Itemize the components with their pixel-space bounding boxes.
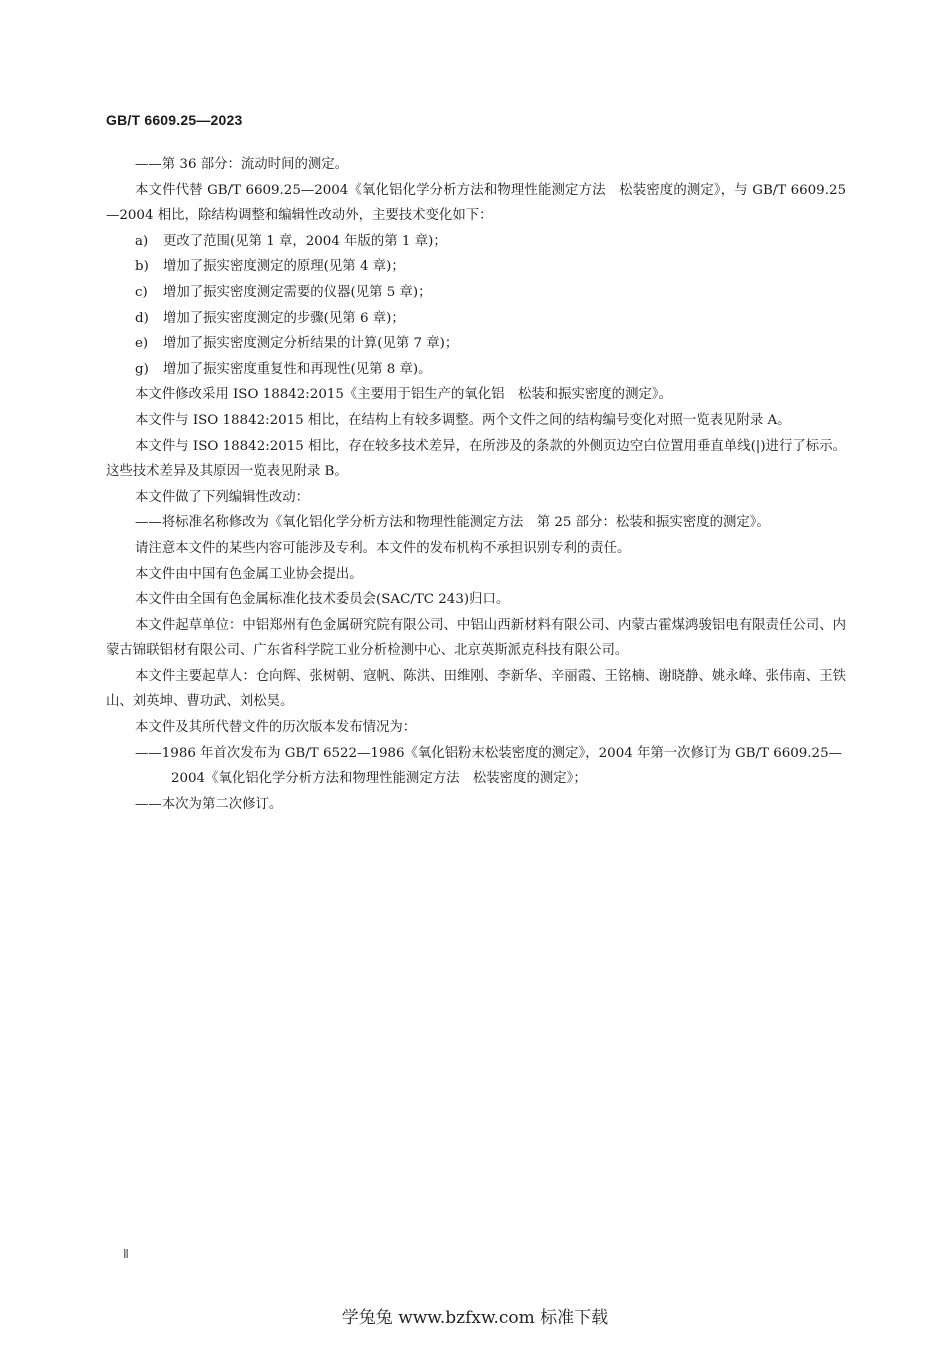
- page-number: Ⅱ: [123, 1247, 129, 1261]
- structure-diff-paragraph: 本文件与 ISO 18842:2015 相比，在结构上有较多调整。两个文件之间的结构编号变化对照一览表见附录 A。: [135, 412, 791, 428]
- history-item: ——1986 年首次发布为 GB/T 6522—1986《氧化铝粉末松装密度的测定》，2004 年第一次修订为 GB/T 6609.25—2004《氧化铝化学分析方法和物理性能测定方法 松装密度的测定》；: [135, 745, 842, 787]
- watermark-footer: [0, 1303, 950, 1328]
- list-marker: a): [135, 233, 149, 249]
- tech-diff-paragraph: 本文件与 ISO 18842:2015 相比，存在较多技术差异，在所涉及的条款的外侧页边空白位置用垂直单线(|)进行了标示。这些技术差异及其原因一览表见附录 B。: [106, 438, 846, 480]
- list-marker: b): [135, 259, 149, 275]
- editorial-intro: 本文件做了下列编辑性改动：: [135, 489, 310, 505]
- standard-number-header: GB/T 6609.25—2023: [106, 112, 243, 128]
- change-text: 增加了振实密度重复性和再现性(见第 8 章)。: [163, 361, 432, 377]
- history-intro: 本文件及其所代替文件的历次版本发布情况为：: [135, 720, 417, 736]
- change-text: 增加了振实密度测定需要的仪器(见第 5 章)；: [163, 284, 432, 300]
- change-text: 增加了振实密度测定的步骤(见第 6 章)；: [163, 310, 405, 326]
- proposed-by: 本文件由中国有色金属工业协会提出。: [135, 566, 363, 582]
- change-text: 增加了振实密度测定分析结果的计算(见第 7 章)；: [163, 336, 459, 352]
- drafters: 本文件主要起草人：仓向辉、张树朝、寇帆、陈洪、田维刚、李新华、辛丽霞、王铭楠、谢晓静、姚永峰、张伟南、王铁山、刘英坤、曹功武、刘松昊。: [106, 668, 846, 710]
- list-marker: c): [135, 284, 148, 300]
- managed-by: 本文件由全国有色金属标准化技术委员会(SAC/TC 243)归口。: [135, 592, 510, 608]
- list-marker: d): [135, 310, 149, 326]
- change-item: [106, 306, 846, 332]
- watermark-text: 学兔兔 www.bzfxw.com 标准下载: [341, 1308, 609, 1328]
- change-item: [106, 254, 846, 280]
- change-text: 增加了振实密度测定的原理(见第 4 章)；: [163, 259, 405, 275]
- iso-adoption-paragraph: 本文件修改采用 ISO 18842:2015《主要用于铝生产的氧化铝 松装和振实密度的测定》。: [135, 387, 672, 403]
- change-item: [106, 331, 846, 357]
- foreword-body: [106, 152, 846, 817]
- change-text: 更改了范围(见第 1 章，2004 年版的第 1 章)；: [163, 233, 447, 249]
- history-item: ——本次为第二次修订。: [135, 796, 283, 812]
- part-36-item: ——第 36 部分：流动时间的测定。: [135, 157, 349, 172]
- drafting-units: 本文件起草单位：中铝郑州有色金属研究院有限公司、中铝山西新材料有限公司、内蒙古霍煤鸿骏铝电有限责任公司、内蒙古锦联铝材有限公司、广东省科学院工业分析检测中心、北京英斯派克科技有限公司。: [106, 617, 846, 659]
- editorial-item: ——将标准名称修改为《氧化铝化学分析方法和物理性能测定方法 第 25 部分：松装和振实密度的测定》。: [135, 515, 770, 531]
- change-item: [106, 357, 846, 383]
- change-item: [106, 229, 846, 255]
- list-marker: g): [135, 361, 149, 377]
- patent-notice: 请注意本文件的某些内容可能涉及专利。本文件的发布机构不承担识别专利的责任。: [135, 540, 631, 556]
- change-item: [106, 280, 846, 306]
- replaces-paragraph: 本文件代替 GB/T 6609.25—2004《氧化铝化学分析方法和物理性能测定方法 松装密度的测定》，与 GB/T 6609.25—2004 相比，除结构调整和编辑性改动外，主要技术变化如下：: [106, 182, 846, 224]
- list-marker: e): [135, 336, 149, 352]
